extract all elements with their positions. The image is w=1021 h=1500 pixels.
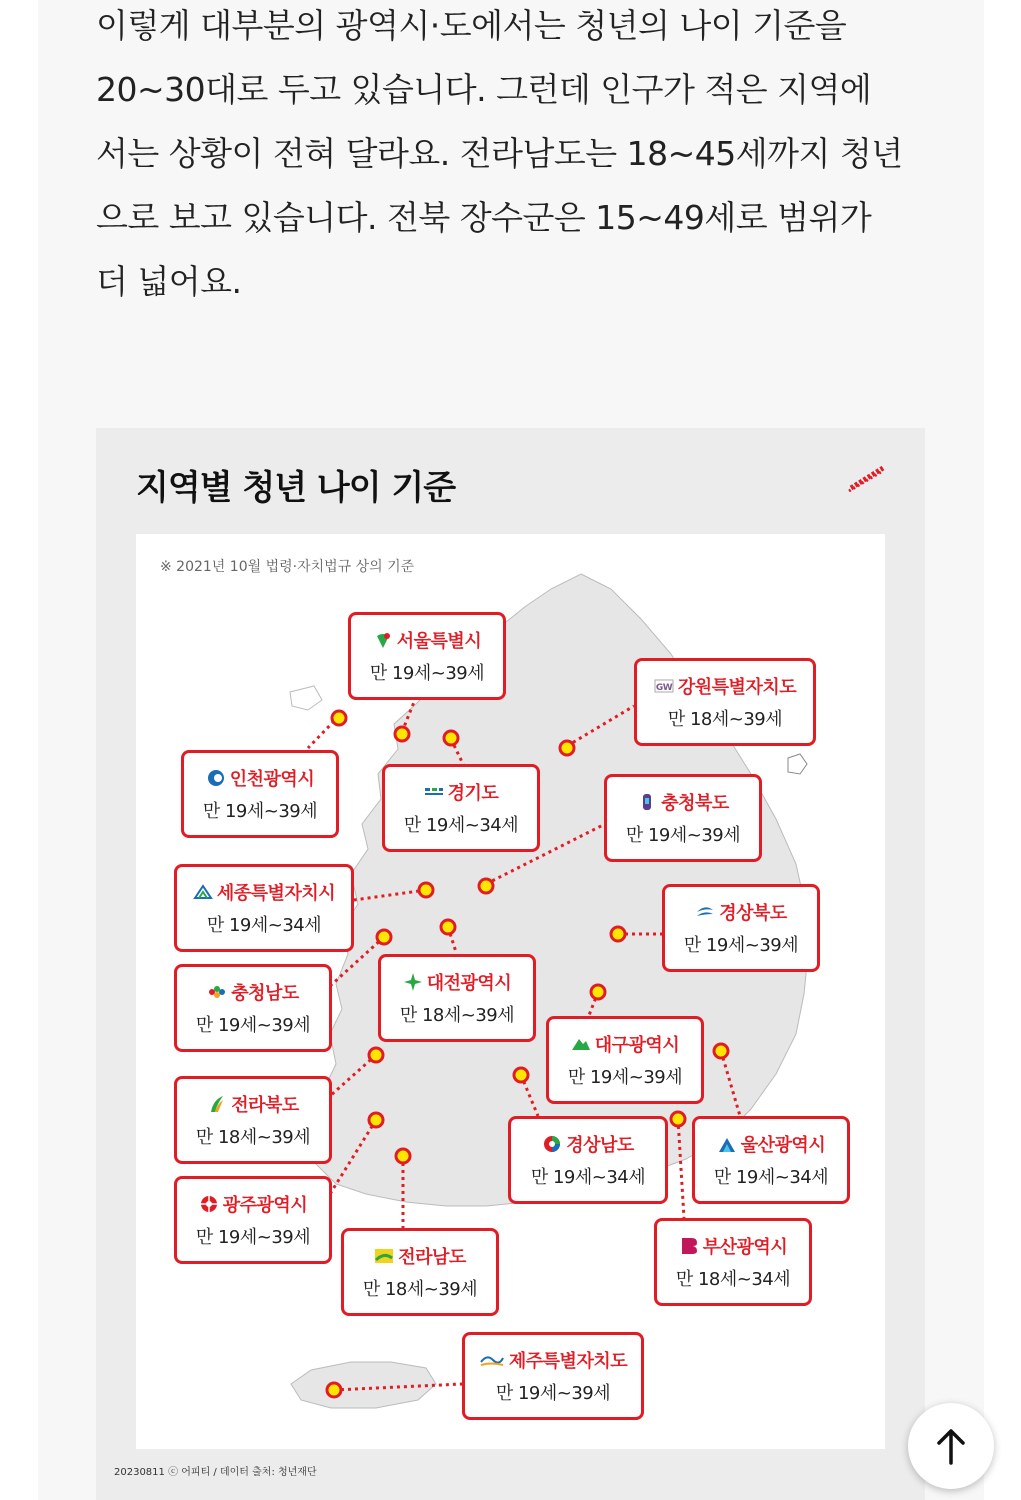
- region-age-range: 만 19세~34세: [206, 915, 322, 936]
- daegu-emblem-icon: [571, 1034, 591, 1054]
- gyeongnam-emblem-icon: [542, 1134, 562, 1154]
- region-name: 세종특별자치시: [216, 883, 336, 904]
- map-canvas: [136, 534, 885, 1449]
- jeju-emblem-icon: [479, 1350, 505, 1370]
- region-label-gwangju[interactable]: [174, 1176, 332, 1264]
- region-label-jeonbuk[interactable]: [174, 1076, 332, 1164]
- paragraph-line: 으로 보고 있습니다. 전북 장수군은 15~49세로 범위가: [96, 198, 872, 237]
- marker-incheon: [332, 711, 346, 725]
- jeju-island-shape: [291, 1362, 436, 1408]
- region-name: 인천광역시: [229, 769, 315, 790]
- region-age-range: 만 18세~39세: [362, 1279, 478, 1300]
- busan-emblem-icon: [679, 1236, 699, 1256]
- marker-jeju: [327, 1383, 341, 1397]
- marker-chungnam: [377, 930, 391, 944]
- region-label-sejong[interactable]: [174, 864, 354, 952]
- region-label-chungbuk[interactable]: [604, 774, 762, 862]
- region-label-busan[interactable]: [654, 1218, 812, 1306]
- seoul-emblem-icon: [373, 630, 393, 650]
- paragraph-line: 20~30대로 두고 있습니다. 그런데 인구가 적은 지역에: [96, 70, 872, 109]
- region-age-range: 만 19세~34세: [713, 1167, 829, 1188]
- paragraph-line: 서는 상황이 전혀 달라요. 전라남도는 18~45세까지 청년: [96, 134, 903, 173]
- region-label-daegu[interactable]: [546, 1016, 704, 1104]
- ulsan-emblem-icon: [717, 1134, 737, 1154]
- region-age-range: 만 19세~39세: [683, 935, 799, 956]
- marker-daegu: [591, 985, 605, 999]
- region-name: 제주특별자치도: [508, 1351, 628, 1372]
- scroll-to-top-button[interactable]: [908, 1403, 994, 1489]
- region-name: 강원특별자치도: [677, 677, 797, 698]
- region-label-jeonnam[interactable]: [341, 1228, 499, 1316]
- region-age-range: 만 19세~34세: [530, 1167, 646, 1188]
- region-label-incheon[interactable]: [181, 750, 339, 838]
- region-label-gyeonggi[interactable]: [382, 764, 540, 852]
- region-age-range: 만 19세~39세: [625, 825, 741, 846]
- ganghwa-island-shape: [290, 686, 322, 710]
- region-name: 충청북도: [661, 793, 729, 814]
- region-age-range: 만 18세~34세: [675, 1269, 791, 1290]
- article-paragraph: [96, 0, 936, 314]
- region-name: 충청남도: [231, 983, 299, 1004]
- red-stripe-icon: [847, 464, 887, 492]
- region-age-range: 만 19세~39세: [567, 1067, 683, 1088]
- region-label-jeju[interactable]: [462, 1332, 644, 1420]
- region-age-range: 만 19세~39세: [195, 1015, 311, 1036]
- marker-jeonnam: [396, 1149, 410, 1163]
- region-name: 전라북도: [231, 1095, 299, 1116]
- region-name: 광주광역시: [222, 1195, 308, 1216]
- marker-chungbuk: [479, 879, 493, 893]
- marker-daejeon: [441, 920, 455, 934]
- region-age-range: 만 19세~39세: [202, 801, 318, 822]
- sejong-emblem-icon: [193, 882, 213, 902]
- region-age-range: 만 18세~39세: [667, 709, 783, 730]
- marker-jeonbuk: [369, 1048, 383, 1062]
- region-name: 대구광역시: [594, 1035, 680, 1056]
- region-name: 대전광역시: [426, 973, 512, 994]
- region-age-range: 만 19세~39세: [195, 1227, 311, 1248]
- region-label-ulsan[interactable]: [692, 1116, 850, 1204]
- ulleung-island-shape: [788, 754, 807, 774]
- chungbuk-emblem-icon: [637, 792, 657, 812]
- region-age-range: 만 19세~34세: [403, 815, 519, 836]
- marker-busan: [671, 1112, 685, 1126]
- jeonbuk-emblem-icon: [207, 1094, 227, 1114]
- gyeongbuk-emblem-icon: [695, 902, 715, 922]
- region-name: 경상북도: [719, 903, 787, 924]
- marker-ulsan: [714, 1044, 728, 1058]
- infographic-title: 지역별 청년 나이 기준: [136, 468, 456, 508]
- marker-gangwon: [560, 741, 574, 755]
- gyeonggi-emblem-icon: [424, 782, 444, 802]
- region-label-gyeongbuk[interactable]: [662, 884, 820, 972]
- marker-seoul: [395, 727, 409, 741]
- incheon-emblem-icon: [206, 768, 226, 788]
- infographic-card: [96, 428, 925, 1500]
- region-name: 울산광역시: [740, 1135, 826, 1156]
- region-label-gyeongnam[interactable]: [508, 1116, 668, 1204]
- svg-text:GW: GW: [655, 683, 673, 693]
- region-label-gangwon[interactable]: [634, 658, 816, 746]
- paragraph-line: 더 넓어요.: [96, 262, 242, 301]
- region-label-chungnam[interactable]: [174, 964, 332, 1052]
- jeonnam-emblem-icon: [374, 1246, 394, 1266]
- region-age-range: 만 19세~39세: [369, 663, 485, 684]
- region-name: 전라남도: [398, 1247, 466, 1268]
- marker-gyeongnam: [514, 1068, 528, 1082]
- region-label-seoul[interactable]: [348, 612, 506, 700]
- region-age-range: 만 19세~39세: [495, 1383, 611, 1404]
- gwangju-emblem-icon: [199, 1194, 219, 1214]
- daejeon-emblem-icon: [403, 972, 423, 992]
- paragraph-line: 이렇게 대부분의 광역시·도에서는 청년의 나이 기준을: [96, 6, 847, 45]
- marker-gyeonggi: [444, 731, 458, 745]
- infographic-footer: 20230811 ⓒ 어피티 / 데이터 출처: 청년재단: [114, 1467, 317, 1478]
- marker-gyeongbuk: [611, 927, 625, 941]
- arrow-up-icon: [934, 1427, 968, 1465]
- region-name: 서울특별시: [396, 631, 482, 652]
- criteria-caption: ※ 2021년 10월 법령·자치법규 상의 기준: [160, 559, 415, 575]
- marker-gwangju: [369, 1113, 383, 1127]
- region-age-range: 만 18세~39세: [195, 1127, 311, 1148]
- marker-sejong: [419, 883, 433, 897]
- region-name: 경기도: [447, 783, 499, 804]
- gangwon-emblem-icon: [654, 676, 674, 696]
- region-name: 경상남도: [566, 1135, 634, 1156]
- region-name: 부산광역시: [702, 1237, 788, 1258]
- chungnam-emblem-icon: [207, 982, 227, 1002]
- region-age-range: 만 18세~39세: [399, 1005, 515, 1026]
- region-label-daejeon[interactable]: [378, 954, 536, 1042]
